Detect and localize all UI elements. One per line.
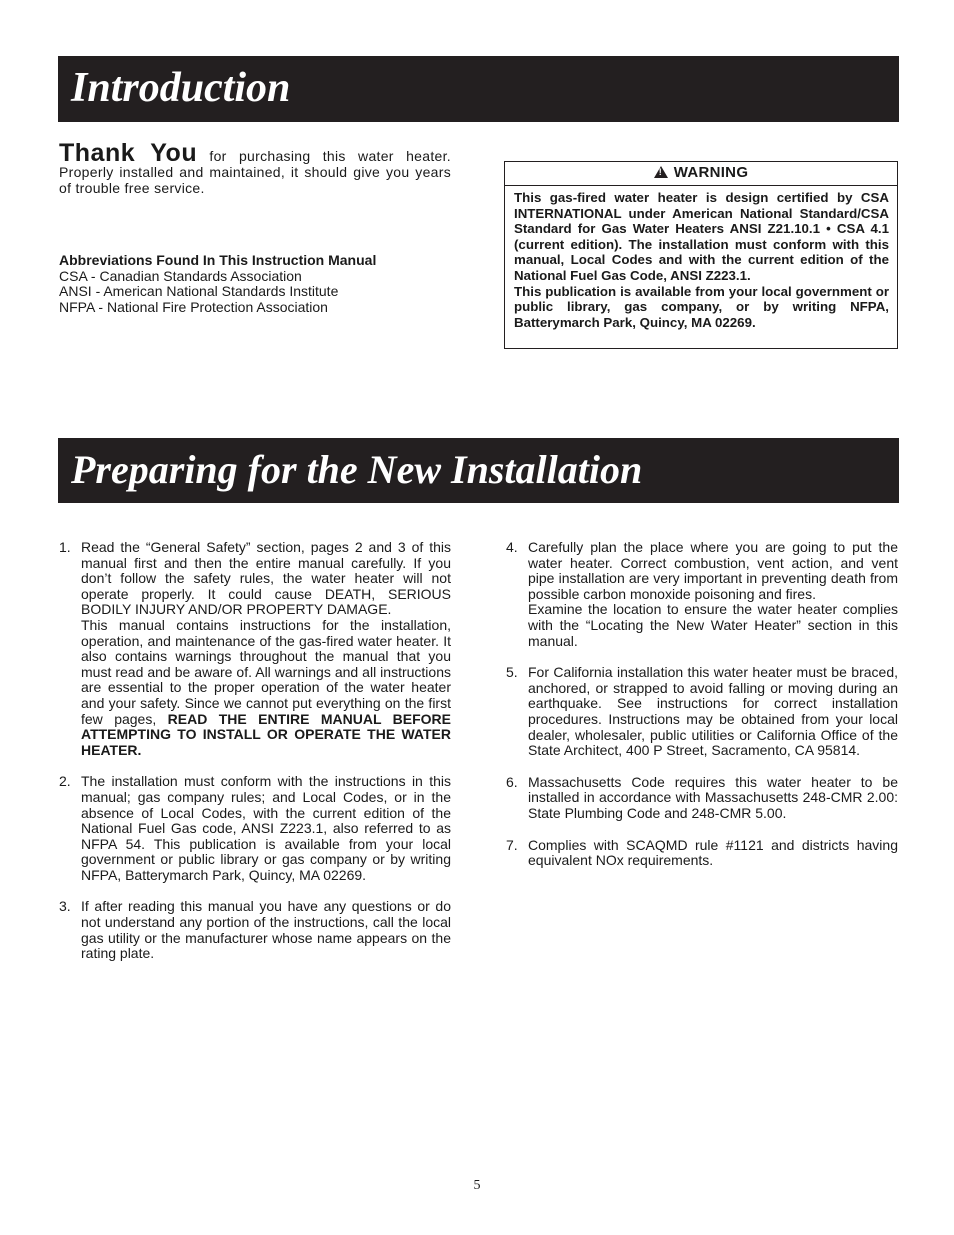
abbreviations-title: Abbreviations Found In This Instruction Manual	[59, 252, 377, 268]
item-number: 4.	[506, 539, 518, 555]
item-text: If after reading this manual you have any questions or do not understand any portion of the instructions, call the local gas utility or the manufacturer whose name appears on the rating plate.	[81, 898, 451, 962]
item-bold-text: READ THE ENTIRE MANUAL BEFORE ATTEMPTING TO INSTALL OR OPERATE THE WATER HEATER.	[81, 710, 451, 758]
introduction-heading: Introduction	[71, 65, 291, 111]
item-text: Carefully plan the place where you are going to put the water heater. Correct combustion, vent action, and vent pipe installation are very important in preventing death from possible carbon monoxide poisoning and fires.	[528, 539, 898, 602]
item-number: 3.	[59, 898, 71, 915]
item-number: 5.	[506, 664, 518, 681]
instruction-item	[506, 540, 898, 649]
abbreviation-item: ANSI - American National Standards Institute	[59, 283, 339, 299]
warning-header	[505, 162, 897, 186]
warning-paragraph: This gas-fired water heater is design certified by CSA INTERNATIONAL under American National Standard/CSA Standard for Gas Water Heaters ANSI Z21.10.1 • CSA 4.1 (current edition). The installation must conform with this manual, Local Codes and with the current edition of the National Fuel Gas Code, ANSI Z223.1.	[514, 190, 889, 283]
abbreviation-item: NFPA - National Fire Protection Association	[59, 298, 328, 315]
warning-heading: WARNING	[673, 164, 749, 181]
instruction-item	[506, 775, 898, 822]
item-text: For California installation this water heater must be braced, anchored, or strapped to avoid falling or moving during an earthquake. See instructions for correct installation procedures. Instructions may be obtained from your local dealer, wholesaler, public utilities or California Office of the State Architect, 400 P Street, Sacramento, CA 95814.	[528, 664, 898, 759]
instruction-item	[59, 774, 451, 883]
thank-you-heading: Thank You	[59, 139, 198, 167]
introduction-banner	[58, 56, 899, 122]
instruction-item	[59, 899, 451, 961]
warning-box	[504, 161, 898, 349]
warning-paragraph: This publication is available from your local government or public library, gas company, or by writing NFPA, Batterymarch Park, Quincy, MA 02269.	[514, 283, 889, 330]
item-number: 7.	[506, 836, 518, 853]
preparing-banner	[58, 438, 899, 503]
instruction-item	[506, 665, 898, 759]
item-number: 6.	[506, 773, 518, 790]
warning-body	[505, 186, 897, 330]
instructions-right-column	[506, 540, 898, 885]
page-number: 5	[473, 1178, 481, 1193]
item-number: 2.	[59, 773, 71, 790]
warning-triangle-icon	[654, 166, 668, 178]
item-text: Massachusetts Code requires this water heater to be installed in accordance with Massachusetts 248-CMR 2.00: State Plumbing Code and 248-CMR 5.00.	[528, 773, 898, 821]
item-text: Read the “General Safety” section, pages 2 and 3 of this manual first and then the entire manual carefully. If you don’t follow the safety rules, the water heater will not operate properly. It could cause DEATH, SERIOUS BODILY INJURY AND/OR PROPERTY DAMAGE.	[81, 539, 451, 618]
item-text: Complies with SCAQMD rule #1121 and districts having equivalent NOx requirements.	[528, 836, 898, 869]
item-text: This manual contains instructions for the installation, operation, and maintenance of the gas-fired water heater. It also contains warnings throughout the manual that you must read and be aware of. All warnings and all instructions are essential to the proper operation of the water heater and your safety. Since we cannot put everything on the first few pages,	[81, 616, 451, 727]
thank-you-section	[59, 139, 451, 196]
item-text: The installation must conform with the instructions in this manual; gas company rules; and Local Codes, or in the absence of Local Codes, with the current edition of the National Fuel Gas code, ANSI Z223.1, also referred to as NFPA 54. This publication is available from your local government or public library or gas company or by writing NFPA, Batterymarch Park, Quincy, MA 02269.	[81, 773, 451, 883]
thank-you-text: for purchasing this water heater. Properly installed and maintained, it should give you years of trouble free service.	[59, 148, 451, 196]
instruction-item	[59, 540, 451, 758]
item-number: 1.	[59, 539, 71, 555]
instruction-item	[506, 838, 898, 869]
item-text: Examine the location to ensure the water heater complies with the “Locating the New Water Heater” section in this manual.	[528, 601, 898, 649]
abbreviations-section	[59, 253, 459, 315]
abbreviation-item: CSA - Canadian Standards Association	[59, 267, 302, 284]
instructions-left-column	[59, 540, 451, 978]
preparing-heading: Preparing for the New Installation	[71, 447, 643, 492]
